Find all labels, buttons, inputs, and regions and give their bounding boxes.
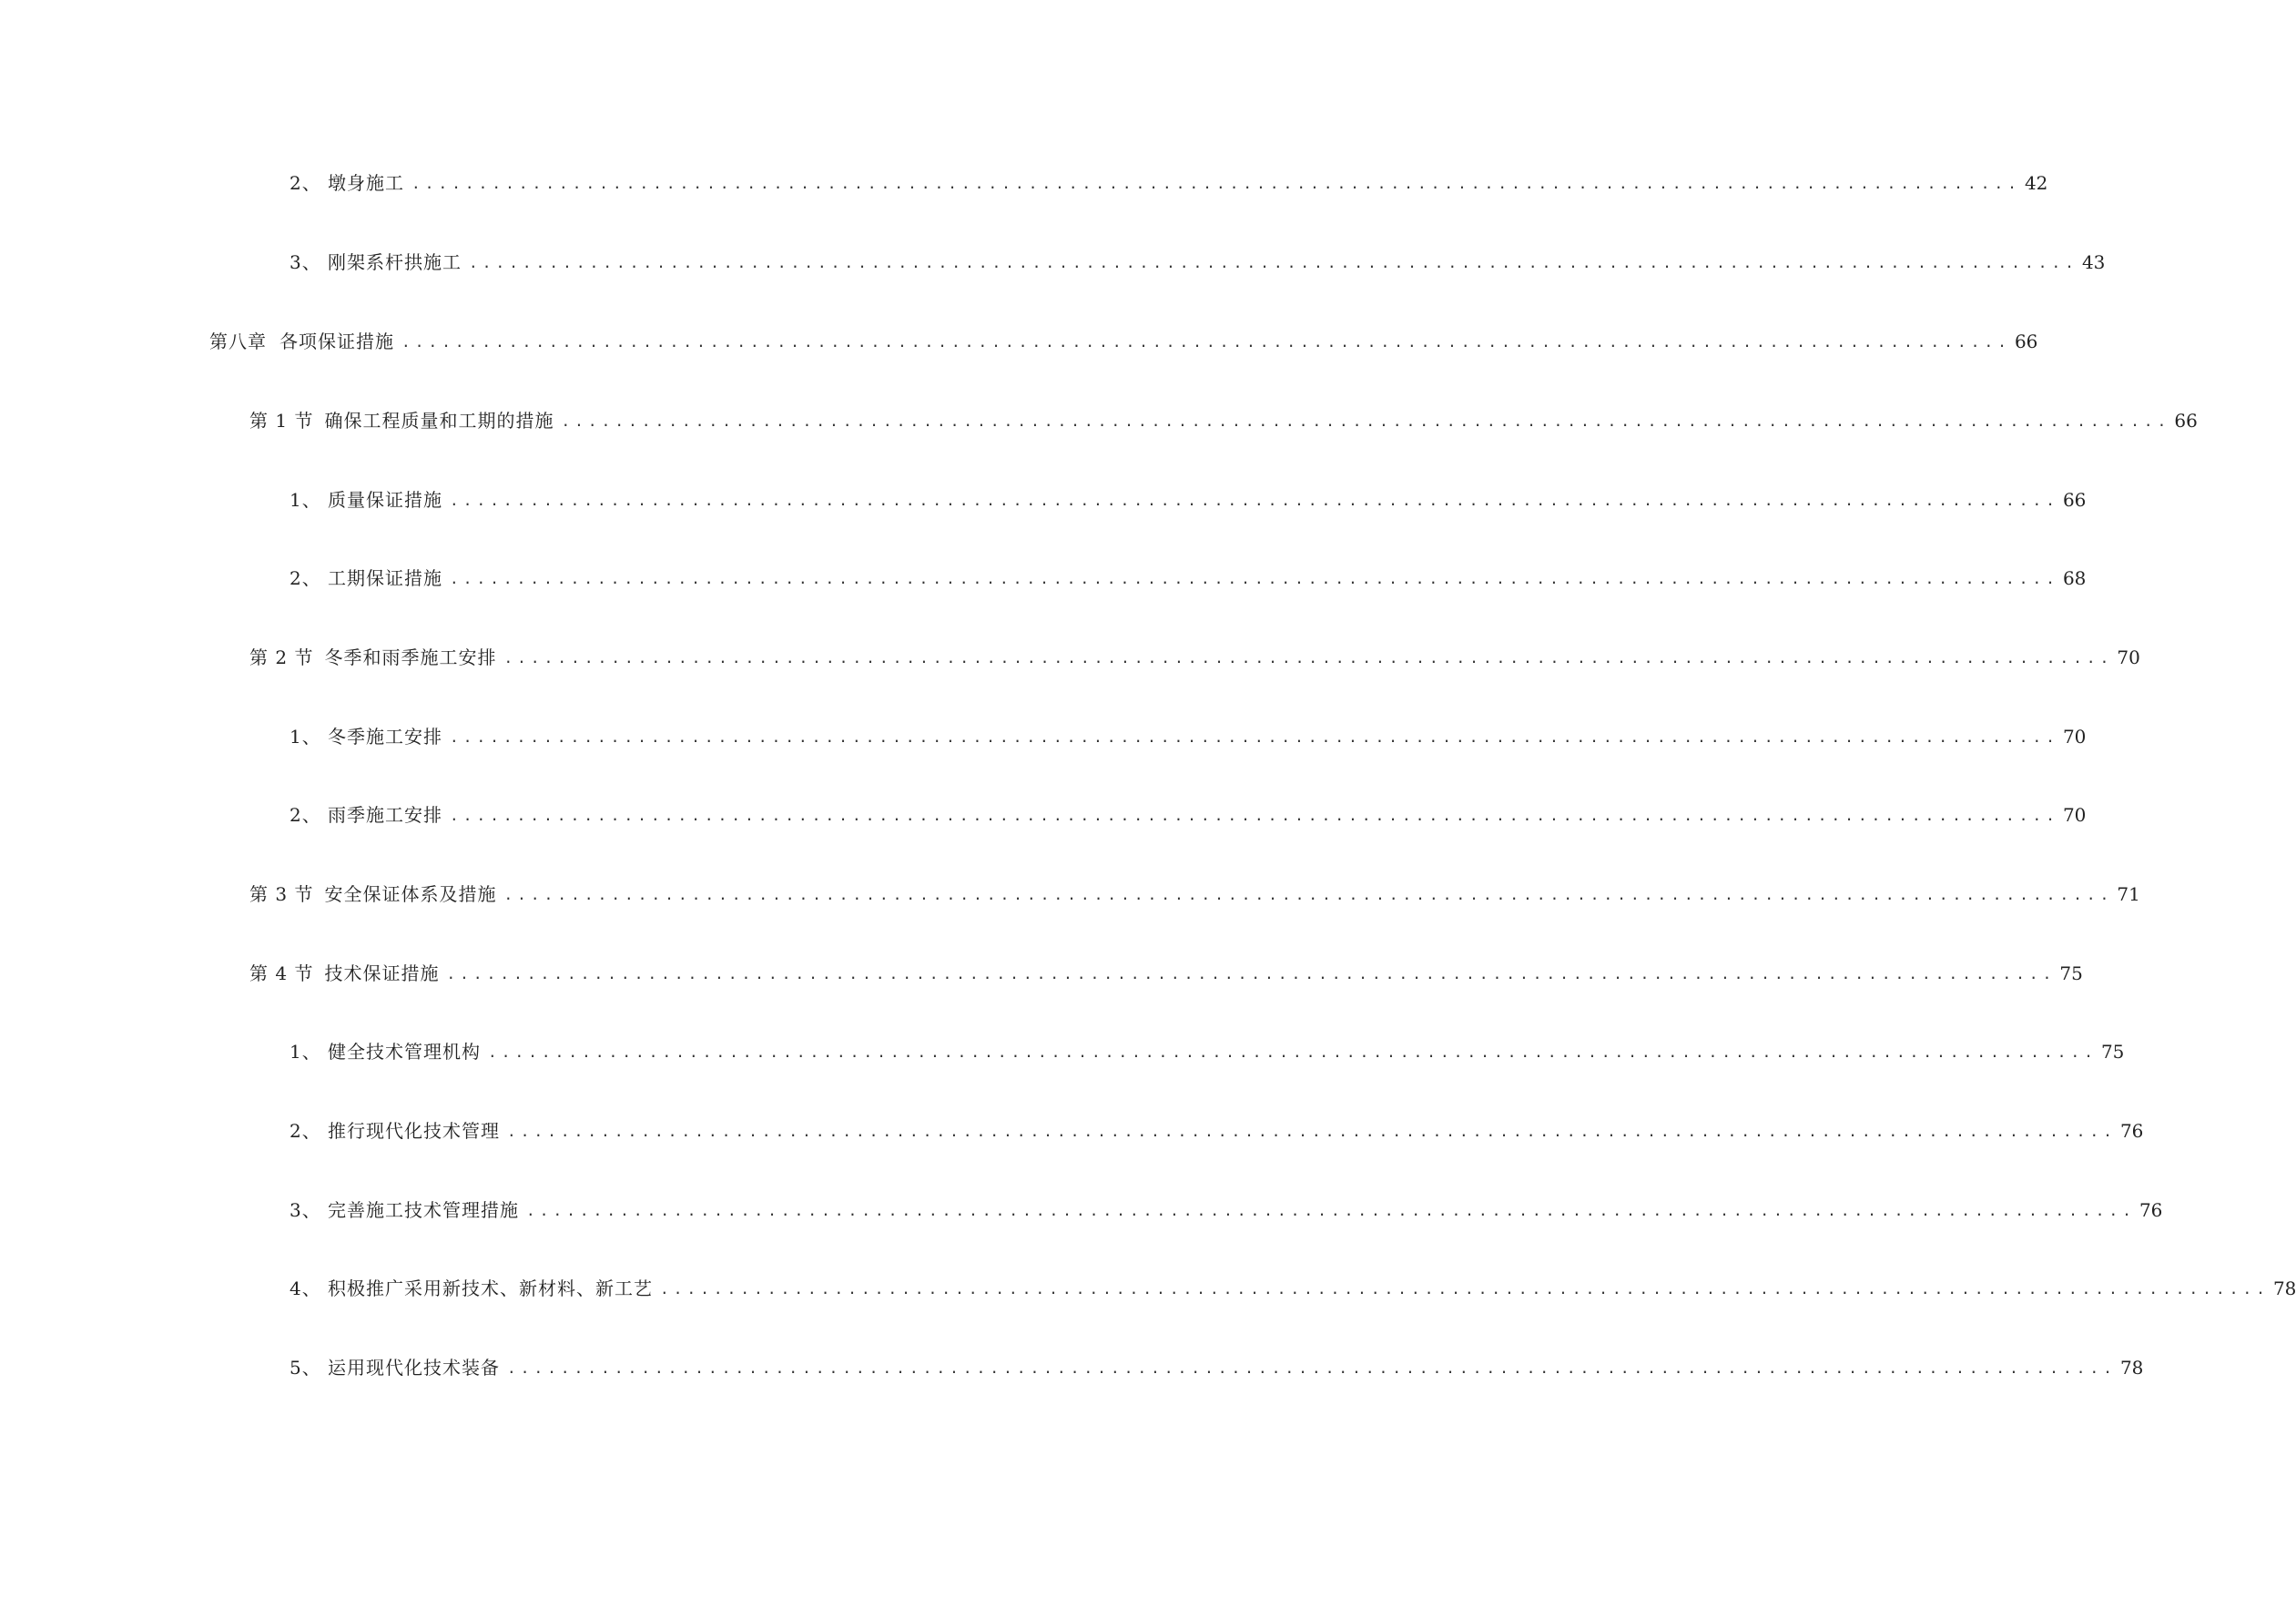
toc-page-number: 71 (2117, 883, 2140, 905)
toc-page-number: 75 (2100, 1041, 2125, 1063)
toc-entry-title: 各项保证措施 (279, 331, 394, 352)
dot-leader: ........................................................................................................................ (561, 412, 2171, 430)
dot-leader: ........................................................................................................................ (469, 254, 2078, 271)
toc-entry-number: 3、 (290, 251, 321, 273)
toc-entry-number: 3、 (290, 1199, 321, 1221)
toc-page-number: 75 (2059, 962, 2083, 984)
toc-section-number: 第 4 节 (249, 962, 314, 984)
dot-leader: ........................................................................................................................ (503, 649, 2114, 667)
toc-section-entry[interactable] (249, 869, 2140, 905)
toc-entry[interactable] (290, 1026, 2125, 1063)
toc-entry[interactable] (290, 553, 2087, 589)
toc-entry-title: 推行现代化技术管理 (328, 1120, 500, 1142)
toc-page-number: 68 (2062, 567, 2087, 589)
dot-leader: ........................................................................................................................ (488, 1043, 2098, 1061)
dot-leader: ........................................................................................................................ (450, 728, 2059, 746)
dot-leader: ........................................................................................................................ (446, 965, 2057, 982)
toc-entry[interactable] (290, 789, 2087, 826)
dot-leader: ........................................................................................................................ (450, 492, 2059, 509)
toc-entry[interactable] (290, 237, 2106, 273)
toc-entry-title: 墩身施工 (328, 172, 404, 194)
toc-page-number: 78 (2119, 1357, 2144, 1379)
toc-entry-title: 质量保证措施 (328, 489, 442, 511)
toc-entry-number: 1、 (290, 489, 321, 511)
toc-entry[interactable] (290, 1185, 2163, 1221)
toc-page-number: 78 (2272, 1277, 2296, 1299)
dot-leader: ........................................................................................................................ (507, 1123, 2117, 1140)
toc-entry-number: 1、 (290, 1041, 321, 1063)
toc-page-number: 70 (2062, 804, 2087, 826)
dot-leader: ........................................................................................................................ (660, 1280, 2270, 1298)
toc-entry-title: 完善施工技术管理措施 (328, 1199, 519, 1221)
toc-entry[interactable] (290, 158, 2048, 194)
toc-section-number: 第 3 节 (249, 883, 314, 905)
toc-entry-title: 技术保证措施 (324, 962, 440, 984)
toc-page-number: 66 (2062, 489, 2087, 511)
toc-page-number: 70 (2062, 726, 2087, 748)
dot-leader: ........................................................................................................................ (503, 886, 2114, 903)
toc-page-number: 43 (2081, 251, 2106, 273)
toc-section-number: 第 1 节 (249, 410, 314, 432)
toc-entry-number: 2、 (290, 1120, 321, 1142)
toc-entry-number: 2、 (290, 172, 321, 194)
dot-leader: ........................................................................................................................ (526, 1202, 2136, 1219)
dot-leader: ........................................................................................................................ (401, 333, 2011, 351)
toc-entry[interactable] (290, 1342, 2144, 1379)
toc-entry-title: 雨季施工安排 (328, 804, 442, 826)
toc-section-number: 第 2 节 (249, 646, 314, 668)
toc-page-number: 42 (2024, 172, 2048, 194)
toc-entry-title: 安全保证体系及措施 (324, 883, 497, 905)
toc-section-entry[interactable] (249, 948, 2083, 984)
toc-entry[interactable] (290, 474, 2087, 511)
toc-entry-title: 工期保证措施 (328, 567, 442, 589)
toc-chapter-number: 第八章 (209, 331, 267, 352)
toc-section-entry[interactable] (249, 632, 2140, 668)
toc-entry-number: 2、 (290, 804, 321, 826)
toc-entry-number: 2、 (290, 567, 321, 589)
toc-page-number: 66 (2174, 410, 2198, 432)
toc-chapter-entry[interactable] (209, 316, 2038, 352)
toc-entry-title: 冬季施工安排 (328, 726, 442, 748)
toc-entry-number: 1、 (290, 726, 321, 748)
toc-page-number: 70 (2117, 646, 2140, 668)
toc-entry-number: 5、 (290, 1357, 321, 1379)
toc-entry[interactable] (290, 1263, 2296, 1299)
toc-entry[interactable] (290, 711, 2087, 748)
toc-entry-title: 刚架系杆拱施工 (328, 251, 462, 273)
toc-entry-title: 冬季和雨季施工安排 (324, 646, 497, 668)
dot-leader: ........................................................................................................................ (411, 175, 2021, 192)
toc-entry-title: 运用现代化技术装备 (328, 1357, 500, 1379)
toc-entry-title: 健全技术管理机构 (328, 1041, 481, 1063)
dot-leader: ........................................................................................................................ (507, 1359, 2117, 1377)
toc-entry[interactable] (290, 1105, 2144, 1142)
toc-page-number: 66 (2014, 331, 2038, 352)
toc-page-number: 76 (2119, 1120, 2144, 1142)
toc-entry-title: 确保工程质量和工期的措施 (324, 410, 554, 432)
toc-section-entry[interactable] (249, 395, 2198, 432)
dot-leader: ........................................................................................................................ (450, 807, 2059, 824)
toc-entry-number: 4、 (290, 1277, 321, 1299)
dot-leader: ........................................................................................................................ (450, 570, 2059, 587)
toc-page-number: 76 (2139, 1199, 2163, 1221)
toc-entry-title: 积极推广采用新技术、新材料、新工艺 (328, 1277, 653, 1299)
